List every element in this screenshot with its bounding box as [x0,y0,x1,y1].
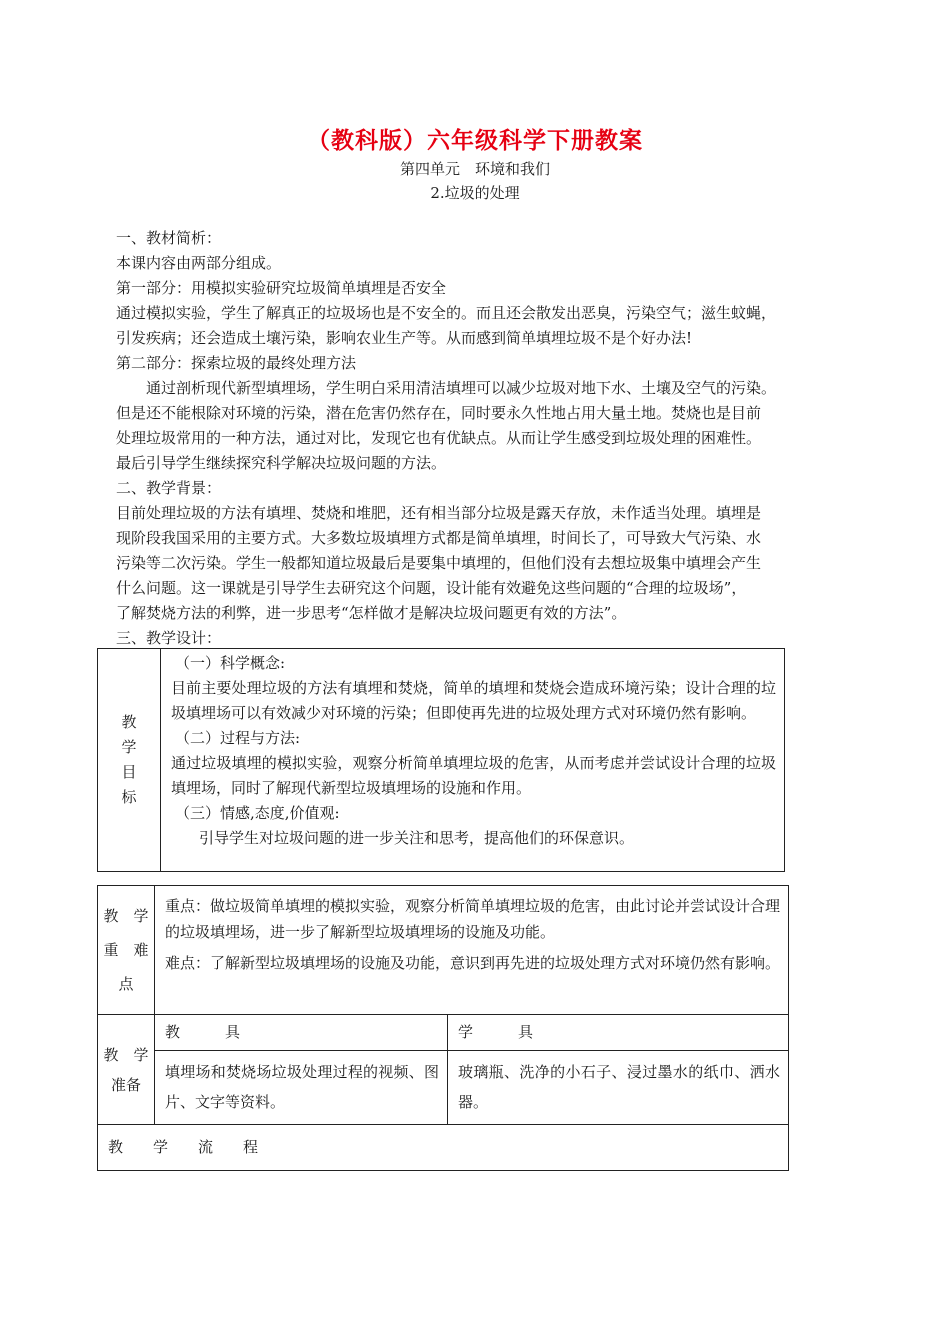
concept-title: （一）科学概念: [175,654,286,672]
part2-line: 最后引导学生继续探究科学解决垃圾问题的方法。 [116,454,447,472]
lesson-title: 2.垃圾的处理 [430,184,520,202]
process-text: 通过垃圾填埋的模拟实验，观察分析简单填埋垃圾的危害，从而考虑并尝试设计合理的垃圾填埋场，同时了解现代新型垃圾填埋场的设施和作用。 [171,754,776,797]
analysis-section [116,226,856,651]
concept-text: 目前主要处理垃圾的方法有填埋和焚烧，简单的填埋和焚烧会造成环境污染；设计合理的垃圾填埋场可以有效减少对环境的污染；但即使再先进的垃圾处理方式对环境仍然有影响。 [171,679,776,722]
preparation-label: 教 学 准备 [98,1015,155,1125]
values-title: （三）情感,态度,价值观: [175,804,340,822]
goals-label: 教 学 目 标 [98,649,161,872]
unit-title: 第四单元 环境和我们 [399,160,550,178]
teacher-tools-header: 教 具 [155,1015,448,1051]
background-line: 污染等二次污染。学生一般都知道垃圾最后是要集中填埋的，但他们没有去想垃圾集中填埋会产生 [116,554,762,572]
goals-content [161,649,785,872]
background-line: 现阶段我国采用的主要方式。大多数垃圾填埋方式都是简单填埋，时间长了，可导致大气污染、水 [116,529,762,547]
student-tools-header: 学 具 [448,1015,789,1051]
background-line: 了解焚烧方法的利弊，进一步思考“怎样做才是解决垃圾问题更有效的方法”。 [116,604,627,622]
background-line: 什么问题。这一课就是引导学生去研究这个问题，设计能有效避免这些问题的“合理的垃圾场”， [116,579,747,597]
background-line: 目前处理垃圾的方法有填埋、焚烧和堆肥，还有相当部分垃圾是露天存放，未作适当处理。填埋是 [116,504,762,522]
teacher-tools-items: 填埋场和焚烧场垃圾处理过程的视频、图片、文字等资料。 [155,1051,448,1125]
values-text: 引导学生对垃圾问题的进一步关注和思考，提高他们的环保意识。 [199,829,635,847]
analysis-intro: 本课内容由两部分组成。 [116,254,282,272]
student-tools-items: 玻璃瓶、洗净的小石子、浸过墨水的纸巾、洒水器。 [448,1051,789,1125]
teaching-flow-label: 教 学 流 程 [98,1125,789,1171]
difficult-point-text: 难点：了解新型垃圾填埋场的设施及功能，意识到再先进的垃圾处理方式对环境仍然有影响。 [165,954,781,972]
part2-line: 但是还不能根除对环境的污染，潜在危害仍然存在，同时要永久性地占用大量土地。焚烧也是目前 [116,404,762,422]
document-title: （教科版）六年级科学下册教案 [307,127,643,154]
keypoints-content [155,886,789,1015]
keypoints-label: 教 学 重 难 点 [98,886,155,1015]
key-point-text: 重点：做垃圾简单填埋的模拟实验，观察分析简单填埋垃圾的危害，由此讨论并尝试设计合理的垃圾填埋场，进一步了解新型垃圾填埋场的设施及功能。 [165,897,781,941]
goals-table [97,648,785,872]
part2-title: 第二部分：探索垃圾的最终处理方法 [116,354,357,372]
background-heading: 二、教学背景： [116,479,222,497]
plan-table [97,885,789,1171]
design-heading: 三、教学设计： [116,629,222,647]
process-title: （二）过程与方法: [175,729,301,747]
part1-line: 引发疾病；还会造成土壤污染，影响农业生产等。从而感到简单填埋垃圾不是个好办法! [116,329,693,347]
part2-line: 处理垃圾常用的一种方法，通过对比，发现它也有优缺点。从而让学生感受到垃圾处理的困难性。 [116,429,762,447]
analysis-heading: 一、教材简析： [116,229,222,247]
part2-line: 通过剖析现代新型填埋场，学生明白采用清洁填埋可以减少垃圾对地下水、土壤及空气的污染。 [146,379,777,397]
part1-line: 通过模拟实验，学生了解真正的垃圾场也是不安全的。而且还会散发出恶臭，污染空气；滋生蚊蝇， [116,304,777,322]
part1-title: 第一部分：用模拟实验研究垃圾简单填埋是否安全 [116,279,447,297]
